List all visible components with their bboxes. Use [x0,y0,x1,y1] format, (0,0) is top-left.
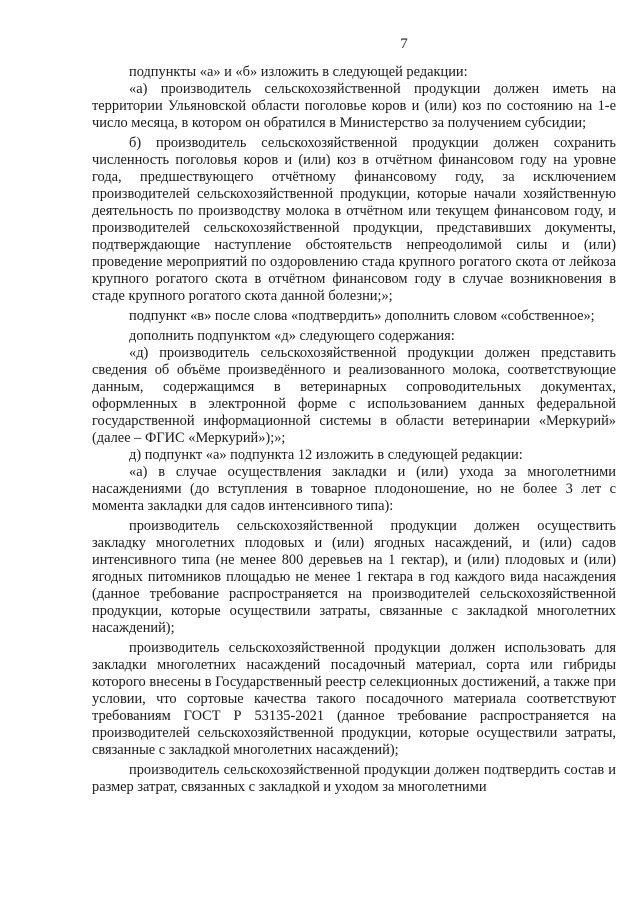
paragraph-5: дополнить подпунктом «д» следующего содержания: [129,328,455,344]
paragraph-2: «а) производитель сельскохозяйственной продукции должен иметь на территории Ульяновской области поголовье коров и (или) коз по состоянию на 1-е число месяца, в котором он обратился в Министерство за получением субсидии; [92,81,616,131]
paragraph-9: производитель сельскохозяйственной продукции должен осуществить закладку многолетних плодовых и (или) ягодных насаждений, и (или) садов интенсивного типа (не менее 800 деревьев на 1 гектар), и (или) плодовых и (или) ягодных питомников площадью не менее 1 гектара в год каждого вида насаждения (данное требование распространяется на производителей сельскохозяйственной продукции, которые осуществили затраты, связанные с закладкой многолетних насаждений); [92,518,616,636]
paragraph-11: производитель сельскохозяйственной продукции должен подтвердить состав и размер затрат, связанных с закладкой и уходом за многолетними [92,762,616,795]
paragraph-6: «д) производитель сельскохозяйственной продукции должен представить сведения об объёме произведённого и реализованного молока, соответствующие данным, содержащимся в ветеринарных сопроводительных документах, оформленных в электронной форме с использованием данных федеральной государственной информационной системы в области ветеринарии «Меркурий» (далее – ФГИС «Меркурий»);»; [92,345,616,446]
paragraph-4: подпункт «в» после слова «подтвердить» дополнить словом «собственное»; [129,308,595,324]
paragraph-8: «а) в случае осуществления закладки и (или) ухода за многолетними насаждениями (до вступления в товарное плодоношение, но не более 3 лет с момента закладки для садов интенсивного типа): [92,464,616,514]
paragraph-10: производитель сельскохозяйственной продукции должен использовать для закладки многолетних насаждений посадочный материал, сорта или гибриды которого внесены в Государственный реестр селекционных достижений, а также при условии, что сортовые качества такого посадочного материала соответствуют требованиям ГОСТ Р 53135-2021 (данное требование распространяется на производителей сельскохозяйственной продукции, которые осуществили затраты, связанные с закладкой многолетних насаждений); [92,640,616,758]
paragraph-3: б) производитель сельскохозяйственной продукции должен сохранить численность поголовья коров и (или) коз в отчётном финансовом году на уровне года, предшествующего отчётному финансовому году, за исключением производителей сельскохозяйственной продукции, которые начали хозяйственную деятельность по производству молока в отчётном или текущем финансовом году, и производителей сельскохозяйственной продукции, представивших документы, подтверждающие наступление обстоятельств непреодолимой силы и (или) проведение мероприятий по оздоровлению стада крупного рогатого скота от лейкоза крупного рогатого скота в отчётном финансовом году в случае возникновения в стаде крупного рогатого скота данной болезни;»; [92,135,616,304]
paragraph-7: д) подпункт «а» подпункта 12 изложить в следующей редакции: [129,447,523,463]
page-number: 7 [400,36,408,52]
paragraph-1: подпункты «а» и «б» изложить в следующей редакции: [129,64,468,80]
